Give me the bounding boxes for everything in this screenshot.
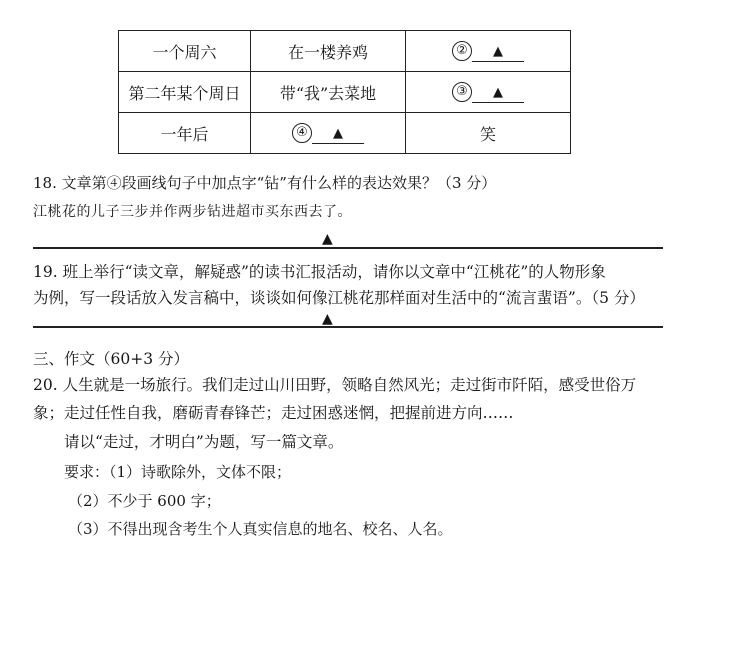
answer-mark: ▲ [322,231,333,247]
answer-blank [472,82,524,103]
circled-number: ② [452,41,472,61]
section-title: 三、作文（60+3 分） [33,350,189,368]
plot-table [118,30,571,154]
question-19-line-2: 为例，写一段话放入发言稿中，谈谈如何像江桃花那样面对生活中的“流言蜚语”。（5 分） [33,289,645,307]
circled-number: ③ [452,82,472,102]
circled-number: ④ [292,123,312,143]
table-row [119,72,571,113]
answer-blank-cell [406,72,571,113]
answer-mark: ▲ [493,43,503,59]
answer-mark: ▲ [493,84,503,100]
table-cell: 带“我”去菜地 [251,72,406,113]
requirement-2: （2）不少于 600 字； [68,492,221,510]
requirement-3: （3）不得出现含考生个人真实信息的地名、校名、人名。 [68,520,453,538]
table-cell: 在一楼养鸡 [251,31,406,72]
answer-mark: ▲ [322,311,333,327]
answer-blank-cell [251,113,406,154]
requirement-1: 要求：（1）诗歌除外，文体不限； [64,463,292,481]
table-cell: 第二年某个周日 [119,72,251,113]
answer-blank-cell [406,31,571,72]
answer-blank [472,41,524,62]
table-cell: 一个周六 [119,31,251,72]
question-18: 18. 文章第④段画线句子中加点字“钻”有什么样的表达效果？（3 分） [33,174,497,192]
table-cell: 笑 [406,113,571,154]
table-cell: 一年后 [119,113,251,154]
answer-blank [312,123,364,144]
question-20-line-2: 象；走过任性自我，磨砺青春锋芒；走过困惑迷惘，把握前进方向…… [33,404,514,422]
answer-mark: ▲ [333,125,343,141]
essay-prompt: 请以“走过，才明白”为题，写一篇文章。 [64,433,344,451]
question-19-line-1: 19. 班上举行“读文章，解疑惑”的读书汇报活动，请你以文章中“江桃花”的人物形象 [33,263,606,281]
table-row [119,113,571,154]
handwritten-quote: 江桃花的儿子三步并作两步钻进超市买东西去了。 [33,204,352,220]
table-row [119,31,571,72]
answer-line [33,247,663,249]
answer-line [33,326,663,328]
question-20-line-1: 20. 人生就是一场旅行。我们走过山川田野，领略自然风光；走过街市阡陌，感受世俗万 [33,376,637,394]
